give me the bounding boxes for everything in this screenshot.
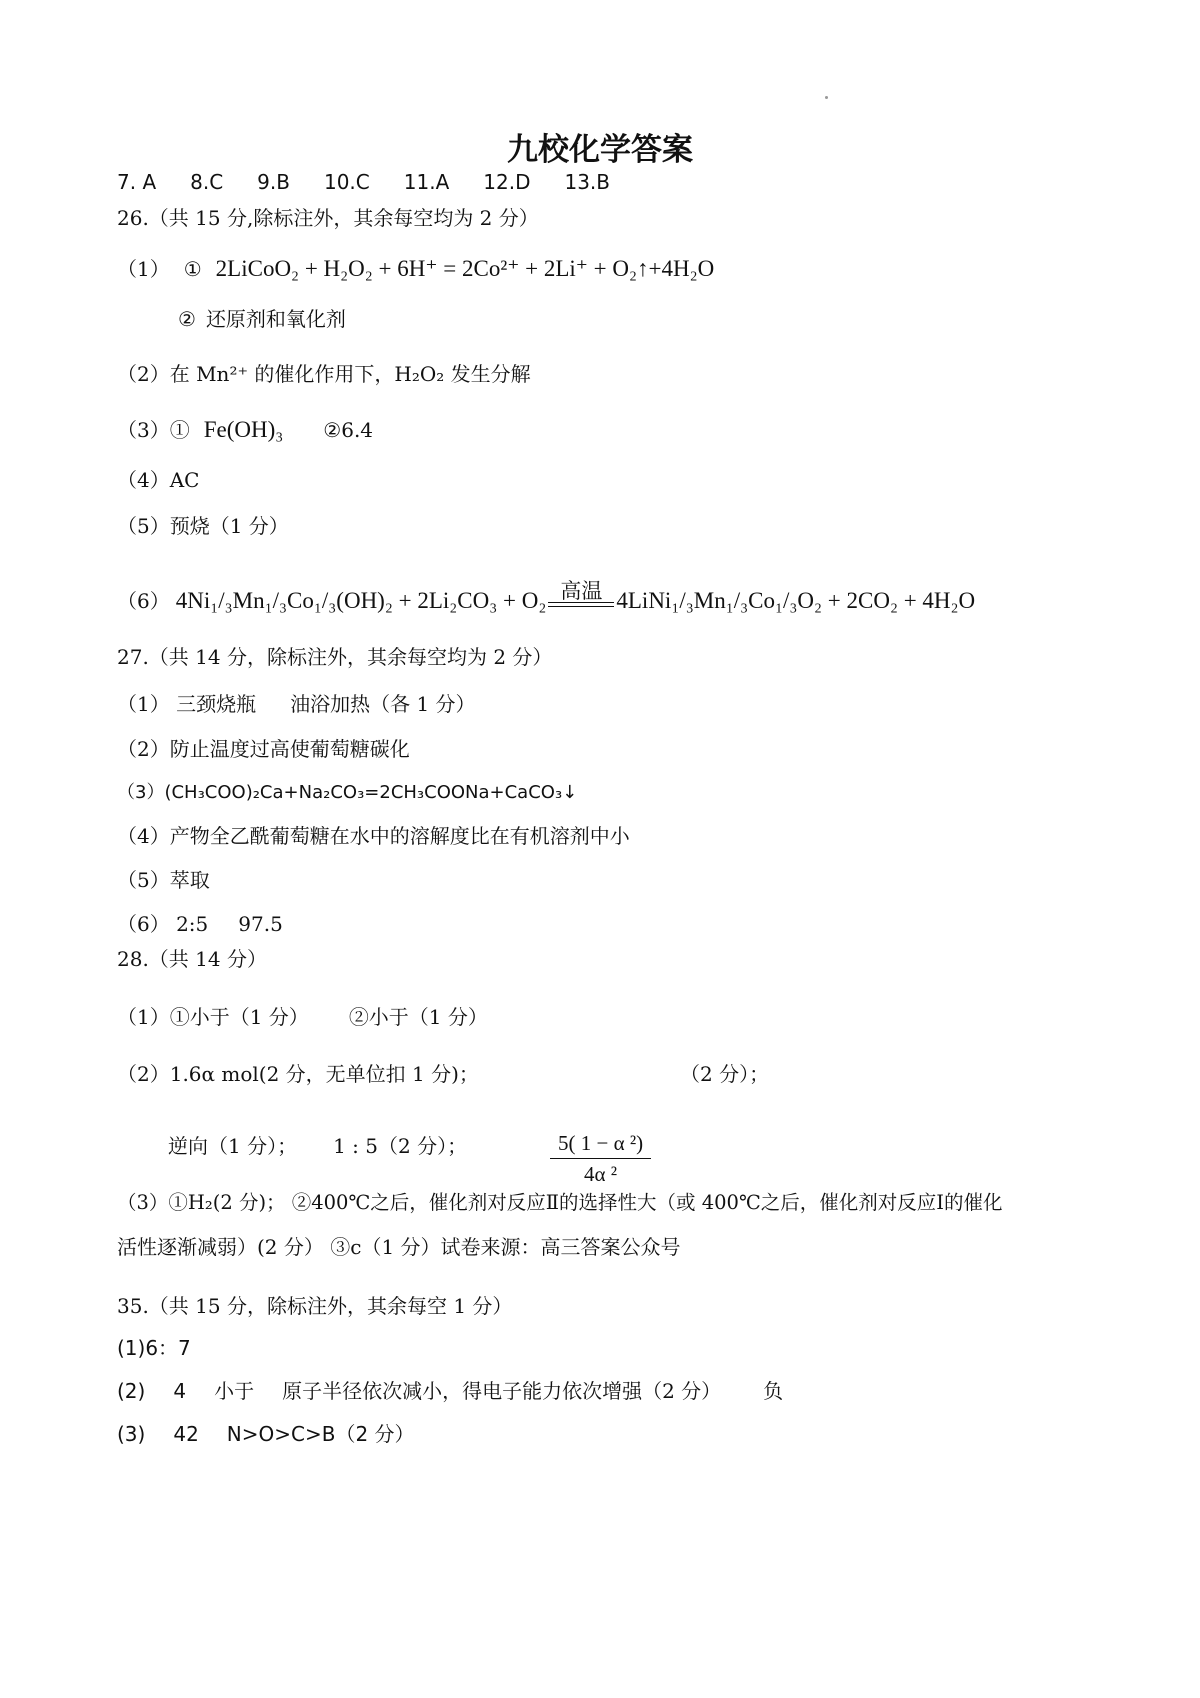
fraction-denominator: 4α ² — [584, 1162, 618, 1186]
q35-part1: (1)6：7 — [117, 1336, 191, 1360]
q35-part3-answer2: N>O>C>B（2 分） — [226, 1422, 415, 1446]
q35-part3-answer1: 42 — [173, 1422, 199, 1446]
mc-answers-row — [117, 168, 610, 196]
q35-part2-answer3: 原子半径依次减小，得电子能力依次增强（2 分） — [282, 1379, 722, 1403]
q28-part2-line2 — [168, 1132, 467, 1160]
q26-part1 — [117, 255, 714, 283]
q28-part3-line1: （3）①H₂(2 分)； ②400℃之后，催化剂对反应Ⅱ的选择性大（或 400℃之后，催化剂对反应Ⅰ的催化 — [117, 1191, 1003, 1214]
q27-part3: （3）(CH₃COO)₂Ca+Na₂CO₃=2CH₃COONa+CaCO₃↓ — [117, 782, 578, 803]
q26-part5: （5）预烧（1 分） — [117, 514, 289, 538]
q28-part1-answer1: （1）①小于（1 分） — [117, 1005, 309, 1029]
q26-part6-label: （6） — [117, 589, 170, 613]
q28-part1 — [117, 1003, 488, 1031]
q26-part3-answer1: Fe(OH)₃ — [203, 417, 284, 442]
q27-part1-answer1: （1） 三颈烧瓶 — [117, 692, 257, 716]
q35-part2-answer4: 负 — [763, 1379, 784, 1403]
q35-part2 — [117, 1377, 783, 1405]
answer-10: 10.C — [323, 170, 370, 194]
q28-part2-answer3: 逆向（1 分）； — [168, 1134, 298, 1158]
answer-7: 7. A — [117, 170, 157, 194]
q27-part6-answer1: （6） 2:5 — [117, 912, 209, 936]
equilibrium-constant-fraction — [550, 1128, 651, 1189]
q28-part3-line2: 活性逐渐减弱）(2 分） ③c（1 分）试卷来源：高三答案公众号 — [117, 1235, 681, 1259]
answer-13: 13.B — [564, 170, 611, 194]
reaction-condition-arrow — [548, 580, 614, 616]
q35-part2-answer1: 4 — [173, 1379, 187, 1403]
q35-part3-label: (3) — [117, 1422, 146, 1446]
answer-12: 12.D — [483, 170, 531, 194]
answer-9: 9.B — [257, 170, 290, 194]
q26-part6-reactants: 4Ni₁/₃Mn₁/₃Co₁/₃(OH)₂ + 2Li₂CO₃ + O₂ — [175, 588, 547, 613]
q26-part3 — [117, 416, 373, 444]
q26-part4: （4）AC — [117, 468, 200, 492]
q27-part2: （2）防止温度过高使葡萄糖碳化 — [117, 737, 410, 761]
q26-part1-answer2: 还原剂和氧化剂 — [205, 307, 346, 331]
q27-part5: （5）萃取 — [117, 868, 210, 892]
q28-part1-answer2: ②小于（1 分） — [348, 1005, 488, 1029]
q26-part1-sub2 — [178, 305, 346, 333]
reaction-condition: 高温 — [560, 579, 603, 603]
q26-part3-label: （3） — [117, 418, 170, 442]
q26-part2: （2）在 Mn²⁺ 的催化作用下，H₂O₂ 发生分解 — [117, 362, 531, 386]
q26-part3-answer2: ②6.4 — [323, 418, 374, 442]
q28-header: 28.（共 14 分） — [117, 947, 267, 971]
q35-part3 — [117, 1420, 415, 1448]
circled-number: ① — [169, 418, 190, 442]
fraction-numerator: 5( 1 − α ²) — [558, 1131, 644, 1155]
q27-part1-answer2: 油浴加热（各 1 分） — [290, 692, 476, 716]
q26-part6 — [117, 580, 975, 616]
page-title: 九校化学答案 — [507, 132, 693, 168]
q35-part2-label: (2) — [117, 1379, 146, 1403]
q28-part2 — [117, 1060, 479, 1088]
scan-speck — [825, 96, 828, 99]
q26-part1-label: （1） — [117, 257, 170, 281]
answer-11: 11.A — [403, 170, 450, 194]
q28-part2-answer4: 1 : 5（2 分）； — [333, 1134, 468, 1158]
q26-header: 26.（共 15 分,除标注外，其余每空均为 2 分） — [117, 206, 539, 230]
q27-part6 — [117, 910, 283, 938]
q27-part4: （4）产物全乙酰葡萄糖在水中的溶解度比在有机溶剂中小 — [117, 824, 630, 848]
q28-part2-score: （2 分）； — [680, 1062, 770, 1086]
q28-part2-answer1: （2）1.6α mol(2 分，无单位扣 1 分)； — [117, 1062, 479, 1086]
q27-part1 — [117, 690, 476, 718]
q27-part6-answer2: 97.5 — [238, 912, 283, 936]
q26-equation: 2LiCoO₂ + H₂O₂ + 6H⁺ = 2Co²⁺ + 2Li⁺ + O₂↑+4H₂O — [215, 256, 715, 281]
circled-number: ① — [183, 257, 202, 281]
q35-header: 35.（共 15 分，除标注外，其余每空 1 分） — [117, 1294, 513, 1318]
answer-8: 8.C — [190, 170, 224, 194]
q35-part2-answer2: 小于 — [214, 1379, 255, 1403]
circled-number: ② — [178, 307, 196, 331]
q27-header: 27.（共 14 分，除标注外，其余每空均为 2 分） — [117, 645, 553, 669]
q26-part6-products: 4LiNi₁/₃Mn₁/₃Co₁/₃O₂ + 2CO₂ + 4H₂O — [616, 588, 976, 613]
